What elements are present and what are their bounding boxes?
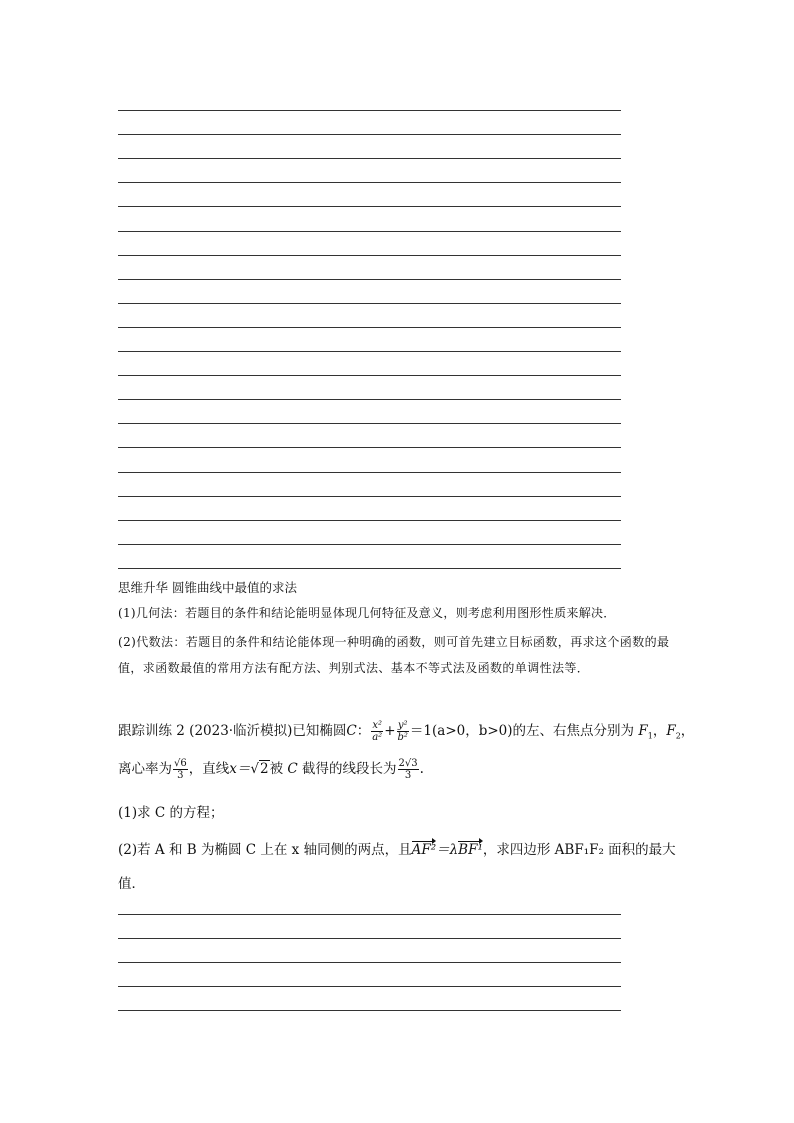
segment-text: 截得的线段长为 [302, 761, 397, 777]
plus-sign: + [384, 723, 396, 739]
summary-title: 思维升华 圆锥曲线中最值的求法 [118, 580, 297, 595]
sqrt-2: √2 [250, 761, 269, 777]
question-2-part-b: ，求四边形 ABF₁F₂ 面积的最大 [482, 842, 676, 858]
focus-f2: F [666, 723, 676, 739]
x-equals: x＝ [229, 761, 251, 777]
answer-line [118, 962, 621, 963]
fraction-numerator: y² [397, 720, 408, 731]
comma: ， [652, 723, 667, 739]
equals-lambda: ＝λ [436, 842, 459, 858]
answer-line [118, 938, 621, 939]
fraction-denominator: b² [397, 732, 408, 743]
equation-rest: ＝1(a>0，b>0)的左、右焦点分别为 [409, 723, 635, 739]
eccentricity-label: 离心率为 [118, 761, 172, 777]
answer-lines-bottom [118, 0, 621, 1123]
vector-af2: AF² [411, 842, 437, 858]
fraction-denominator: 3 [404, 770, 412, 781]
focus-f1: F [638, 723, 648, 739]
curve-name-2: C [287, 761, 298, 777]
fraction-denominator: 3 [177, 770, 184, 781]
fraction-numerator: x² [372, 720, 383, 731]
fraction-numerator: √6 [174, 758, 187, 769]
answer-line [118, 1010, 621, 1011]
fraction-denominator: a² [372, 732, 383, 743]
answer-line [118, 914, 621, 915]
line-rest: 被 [269, 761, 284, 777]
summary-method-2: (2)代数法：若题目的条件和结论能体现一种明确的函数，则可首先建立目标函数，再求这个函数的最值，求函数最值的常用方法有配方法、判别式法、基本不等式法及函数的单调性法等． [118, 635, 670, 675]
exercise-intro: 跟踪训练 2 (2023·临沂模拟)已知椭圆 [118, 723, 347, 739]
question-2-part-c: 值． [118, 876, 145, 892]
summary-method-1: (1)几何法：若题目的条件和结论能明显体现几何特征及意义，则考虑利用图形性质来解决． [118, 606, 616, 620]
fraction-numerator: 2√3 [398, 758, 418, 769]
focus-f2-subscript: 2 [675, 731, 681, 741]
vector-bf1: BF¹ [458, 842, 483, 858]
comma-end: ， [680, 723, 695, 739]
colon: ： [356, 723, 371, 739]
answer-line [118, 986, 621, 987]
question-2-part-a: (2)若 A 和 B 为椭圆 C 上在 x 轴同侧的两点，且 [118, 842, 412, 858]
line-text: ，直线 [188, 761, 230, 777]
focus-f1-subscript: 1 [647, 731, 653, 741]
question-1: (1)求 C 的方程； [118, 805, 224, 821]
period: . [419, 761, 424, 777]
curve-name: C [346, 723, 357, 739]
